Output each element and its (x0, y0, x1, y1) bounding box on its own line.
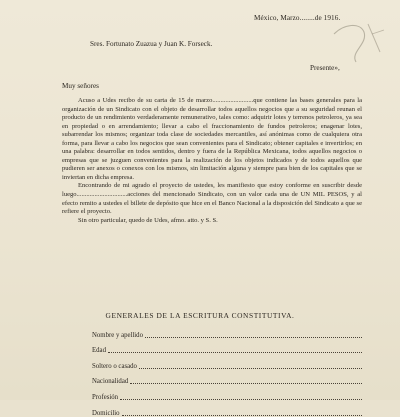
form-heading: GENERALES DE LA ESCRITURA CONSTITUTIVA. (105, 311, 295, 320)
paragraph-subscription: Encontrando de mi agrado el proyecto de ustedes, les manifiesto que estoy conforme en suscribir desde luego...............................acciones del mencionado Sindicato, con un valor cada una de UN MIL PESOS, y al efecto remito a ustedes el billete de depósito que hice en el Banco Nacional a la disposición del Sindicato a que se refiere el proyecto. (62, 182, 362, 216)
field-label-nacionalidad: Nacionalidad (92, 378, 129, 386)
generales-form (92, 323, 362, 417)
field-line-nacionalidad[interactable] (130, 383, 362, 384)
field-label-nombre: Nombre y apellido (92, 331, 143, 339)
field-line-nombre[interactable] (145, 337, 362, 338)
field-line-estado-civil[interactable] (139, 368, 362, 369)
form-row-estado-civil (92, 354, 362, 370)
field-label-edad: Edad (92, 347, 106, 355)
paragraph-closing: Sin otro particular, quedo de Udes, afmo. atto. y S. S. (78, 216, 218, 224)
form-row-nacionalidad (92, 370, 362, 386)
letter-salutation: Muy señores (62, 82, 99, 90)
field-line-edad[interactable] (108, 352, 362, 353)
field-label-estado-civil: Soltero o casado (92, 362, 137, 370)
letter-body (62, 97, 362, 225)
form-row-profesion (92, 385, 362, 401)
letter-presente: Presente», (310, 64, 340, 72)
form-row-domicilio (92, 401, 362, 417)
form-row-nombre (92, 323, 362, 339)
letter-recipients: Sres. Fortunato Zuazua y Juan K. Forseck. (90, 40, 213, 48)
field-label-profesion: Profesión (92, 393, 119, 401)
paragraph-acknowledgement: Acuso a Udes recibo de su carta de 15 de marzo.........................que contiene las bases generales para la organización de un Sindicato con el objeto de desarrollar todos aquellos negocios que a su seguridad reunan el producto de un rendimiento verdaderamente remunerativo, tales como: adquirir lotes y terrenos petroleros, ya sea en propiedad o en arrendamiento; llevar a cabo el fraccionamiento de fundos petroleros; enagenar lotes, subarrendar los mismos; organizar toda clase de sociedades mercantiles, así anónimas como de cualquiera otra forma, para llevar a cabo los negocios que sean convenientes para el Sindicato; obtener capitales e invertirlos; en una palabra: desarrollar en todos sentidos, dentro y fuera de la República Mexicana, todos aquellos negocios o empresas que se juzguen convenientes para la realización de los objetos indicados y de todos aquellos que pudieren ser anexos o conexos con los mismos, sin limitación alguna y siempre para bien de los capitales que se inviertan en dicha empresa. (62, 97, 362, 181)
field-line-domicilio[interactable] (122, 415, 362, 416)
form-row-edad (92, 339, 362, 355)
letter-date: México, Marzo........de 1916. (254, 14, 341, 22)
field-label-domicilio: Domicilio (92, 409, 120, 417)
